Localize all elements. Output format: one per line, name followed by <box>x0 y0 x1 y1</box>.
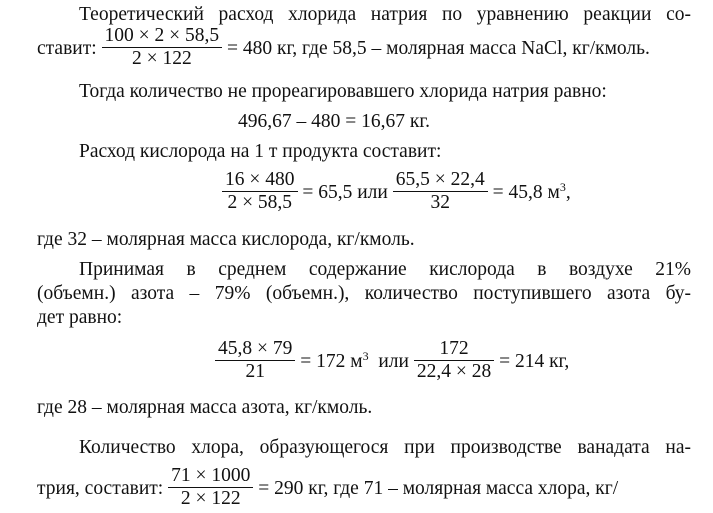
fraction-numerator: 65,5 × 22,4 <box>395 169 485 190</box>
fraction-denominator: 2 × 122 <box>168 487 253 510</box>
paragraph-line: где 28 – молярная масса азота, кг/кмоль. <box>37 397 373 418</box>
fraction-denominator: 2 × 58,5 <box>222 191 298 214</box>
fraction-denominator: 21 <box>215 360 295 383</box>
paragraph-line: Теоретический расход хлорида натрия по уравнению реакции со- <box>79 4 691 25</box>
fraction-numerator: 100 × 2 × 58,5 <box>104 25 220 46</box>
fraction-denominator: 2 × 122 <box>102 47 223 70</box>
fraction <box>215 338 295 383</box>
text-fragment: или <box>357 181 388 203</box>
fraction <box>168 465 253 510</box>
text-fragment: = 480 кг, где 58,5 – молярная масса NaCl, кг/кмоль. <box>227 37 650 59</box>
fraction-numerator: 16 × 480 <box>225 169 295 190</box>
text-fragment: = 290 кг, где 71 – молярная масса хлора, кг/ <box>258 477 619 499</box>
formula-line <box>37 467 618 512</box>
fraction <box>222 169 298 214</box>
paragraph-line: дет равно: <box>37 307 123 328</box>
text-fragment: , <box>565 181 571 203</box>
formula-line <box>222 171 571 216</box>
text-fragment: ставит: <box>37 37 97 59</box>
formula-line <box>215 340 569 385</box>
superscript: 3 <box>559 179 566 194</box>
superscript: 3 <box>362 348 369 363</box>
text-fragment: или <box>378 350 409 372</box>
paragraph-line: (объемн.) азота – 79% (объемн.), количество поступившего азота бу- <box>37 283 691 304</box>
paragraph-line: Тогда количество не прореагировавшего хлорида натрия равно: <box>79 81 607 102</box>
fraction-numerator: 172 <box>439 338 469 359</box>
fraction <box>102 25 223 70</box>
fraction <box>414 338 494 383</box>
paragraph-line: где 32 – молярная масса кислорода, кг/кмоль. <box>37 229 415 250</box>
text-fragment: = 45,8 м <box>492 181 560 203</box>
fraction-numerator: 45,8 × 79 <box>218 338 293 359</box>
paragraph-line: Количество хлора, образующегося при производстве ванадата на- <box>79 437 691 458</box>
text-fragment: трия, составит: <box>37 477 164 499</box>
formula-line: 496,67 – 480 = 16,67 кг. <box>238 111 431 132</box>
fraction-numerator: 71 × 1000 <box>171 465 251 486</box>
text-fragment: = 172 м <box>300 350 363 372</box>
fraction-denominator: 22,4 × 28 <box>414 360 494 383</box>
text-fragment: = 65,5 <box>302 181 353 203</box>
paragraph-line: Расход кислорода на 1 т продукта составит: <box>79 141 442 162</box>
text-fragment: = 214 кг, <box>499 350 570 372</box>
paragraph-line: Принимая в среднем содержание кислорода в воздухе 21% <box>79 259 691 280</box>
fraction-denominator: 32 <box>393 191 488 214</box>
fraction <box>393 169 488 214</box>
formula-line <box>37 27 650 72</box>
